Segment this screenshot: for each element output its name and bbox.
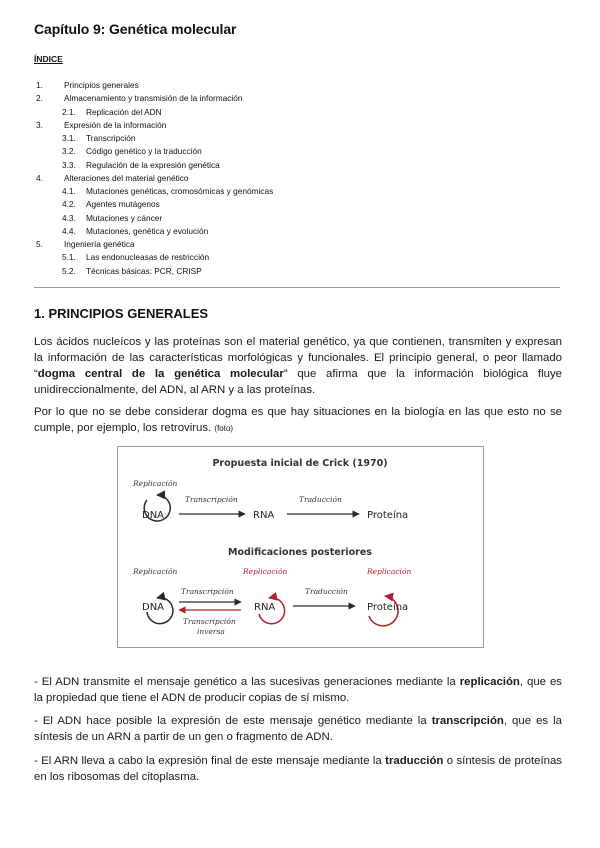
label-replicacion-top: Replicación (133, 479, 178, 488)
toc-item-label: Mutaciones y cáncer (86, 212, 163, 223)
index-heading: ÍNDICE (34, 54, 63, 64)
paragraph-text: - El ADN hace posible la expresión de este mensaje genético mediante la (34, 715, 432, 727)
label-replicacion-dna: Replicación (133, 567, 178, 576)
node-dna-bottom: DNA (142, 602, 165, 613)
toc-item-number: 3.1. (62, 133, 76, 143)
toc-item (34, 265, 574, 278)
section-divider (34, 287, 560, 288)
toc-item (34, 106, 574, 119)
toc-item-number: 3.2. (62, 146, 76, 157)
bold-term-traduccion: traducción (385, 755, 444, 767)
toc-item (34, 79, 574, 92)
paragraph-retrovirus (34, 404, 562, 437)
toc-item (34, 238, 574, 251)
central-dogma-figure (117, 446, 484, 648)
toc-item-number: 5.1. (62, 252, 76, 263)
toc-item (34, 172, 574, 185)
section-heading: 1. PRINCIPIOS GENERALES (34, 306, 209, 321)
toc-item-label: Las endonucleasas de restricción (86, 252, 210, 263)
node-protein-bottom: Proteína (367, 602, 409, 613)
toc-item-number: 3. (36, 119, 43, 130)
toc-item (34, 132, 574, 145)
toc-item-number: 3.3. (62, 159, 76, 170)
paragraph-dogma (34, 334, 562, 398)
toc-item (34, 251, 574, 264)
toc-item-number: 5. (36, 239, 43, 249)
bold-term-dogma: dogma central de la genética molecular (37, 368, 284, 380)
paragraph-text: Los ácidos nucleícos y las proteínas son el material genético, ya que contienen, transmiten y expresan la información de las características morfológicas y funcionales. El principio general, o peor llamado “ (34, 336, 562, 380)
toc-item-number: 5.2. (62, 265, 76, 276)
node-rna-bottom: RNA (254, 602, 276, 613)
figure-title-bottom: Modificaciones posteriores (228, 547, 372, 558)
toc-item-label: Agentes mutágenos (86, 199, 160, 210)
toc-item-label: Mutaciones, genética y evolución (86, 225, 209, 236)
toc-item-label: Código genético y la traducción (86, 146, 202, 157)
paragraph-text: , que es la síntesis de un ARN a partir de un gen o fragmento de ADN. (34, 715, 563, 743)
toc-item-number: 4.3. (62, 212, 76, 223)
toc-item-number: 4.2. (62, 199, 76, 210)
toc-item-label: Almacenamiento y transmisión de la información (64, 93, 243, 104)
toc-item (34, 145, 574, 158)
paragraph-text: - El ARN lleva a cabo la expresión final de este mensaje mediante la (34, 755, 386, 767)
node-rna-top: RNA (253, 510, 275, 521)
chapter-title: Capítulo 9: Genética molecular (34, 21, 237, 37)
node-dna-top: DNA (142, 510, 165, 521)
toc-item-label: Mutaciones genéticas, cromosómicas y genómicas (86, 186, 274, 196)
toc-item (34, 185, 574, 198)
label-transcripcion-bottom: Transcripción (181, 587, 234, 596)
toc-item-label: Regulación de la expresión genética (86, 159, 220, 170)
paragraph-replicacion (34, 674, 562, 706)
label-traduccion-top: Traducción (299, 495, 342, 504)
toc-item (34, 225, 574, 238)
label-replicacion-rna: Replicación (243, 567, 288, 576)
toc-item-number: 1. (36, 80, 43, 90)
node-protein-top: Proteína (367, 510, 409, 521)
toc-item-label: Ingeniería genética (64, 239, 135, 249)
paragraph-text: - El ADN transmite el mensaje genético a las sucesivas generaciones mediante la (34, 676, 460, 688)
toc-item-number: 4. (36, 172, 43, 183)
figure-title-top: Propuesta inicial de Crick (1970) (212, 458, 388, 469)
toc-item (34, 92, 574, 105)
toc-item-label: Principios generales (64, 80, 139, 90)
toc-item (34, 212, 574, 225)
paragraph-transcripcion (34, 713, 562, 745)
label-transcripcion-inversa-2: inversa (197, 627, 225, 636)
toc-item (34, 198, 574, 211)
toc-item-label: Alteraciones del material genético (64, 172, 189, 183)
paragraph-text: , que es la propiedad que tiene el ADN de producir copias de sí mismo. (34, 676, 563, 704)
paragraph-text: Por lo que no se debe considerar dogma es que hay situaciones en la biología en las que esto no se cumple, por ejemplo, los retrovirus. (34, 406, 562, 434)
toc-item (34, 159, 574, 172)
label-transcripcion-inversa-1: Transcripción (183, 617, 236, 626)
photo-note: (foto) (214, 424, 234, 433)
toc-item-number: 2. (36, 93, 43, 104)
toc-item-label: Expresión de la información (64, 119, 167, 130)
toc-item-label: Técnicas básicas: PCR, CRISP (86, 265, 202, 276)
bold-term-transcripcion: transcripción (431, 715, 504, 727)
toc-item-number: 4.4. (62, 225, 76, 236)
toc-item-label: Replicación del ADN (86, 106, 162, 117)
toc-item-label: Transcripción (86, 133, 136, 143)
table-of-contents (34, 79, 574, 278)
toc-item-number: 2.1. (62, 106, 76, 117)
paragraph-text: ” que afirma que la información biológica fluye unidireccionalmente, del ADN, al ARN y a las proteínas. (34, 368, 562, 396)
bold-term-replicacion: replicación (459, 676, 520, 688)
label-replicacion-protein: Replicación (367, 567, 412, 576)
label-transcripcion-top: Transcripción (185, 495, 238, 504)
toc-item (34, 119, 574, 132)
label-traduccion-bottom: Traducción (305, 587, 348, 596)
toc-item-number: 4.1. (62, 186, 76, 196)
paragraph-text: o síntesis de proteínas en los ribosomas del citoplasma. (34, 755, 562, 783)
paragraph-traduccion (34, 753, 562, 785)
